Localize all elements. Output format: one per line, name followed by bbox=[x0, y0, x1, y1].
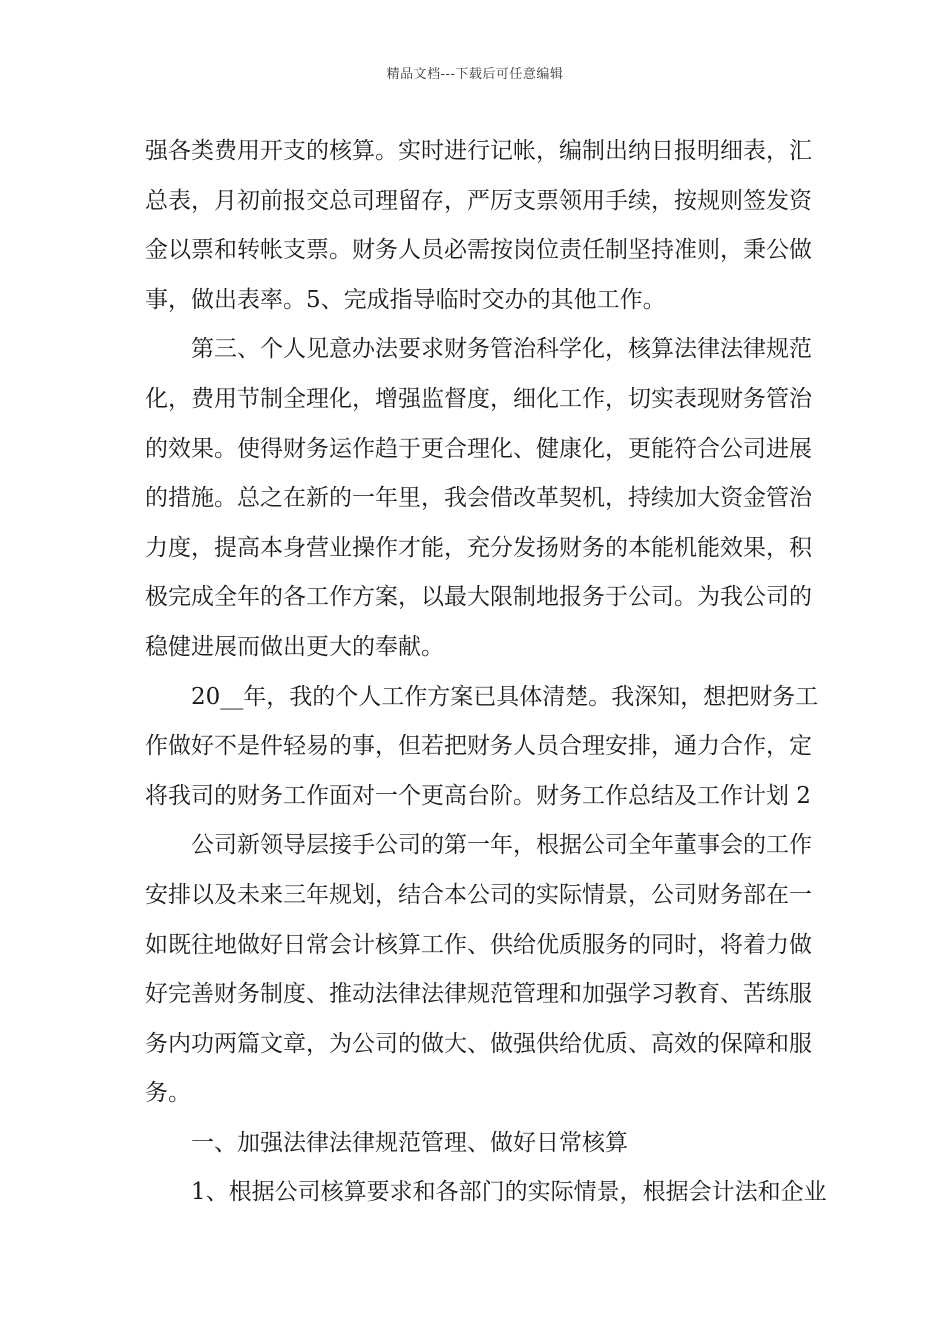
text-line: 的效果。使得财务运作趋于更合理化、健康化，更能符合公司进展 bbox=[145, 435, 812, 462]
page-header: 精品文档---下载后可任意编辑 bbox=[386, 67, 564, 82]
text-line: 总表，月初前报交总司理留存，严厉支票领用手续，按规则签发资 bbox=[145, 187, 812, 214]
text-line: 好完善财务制度、推动法律法律规范管理和加强学习教育、苦练服 bbox=[145, 981, 812, 1008]
text-line: 作做好不是件轻易的事，但若把财务人员合理安排，通力合作，定 bbox=[145, 733, 812, 760]
text-line: 稳健进展而做出更大的奉献。 bbox=[145, 633, 444, 660]
text-line: 一、加强法律法律规范管理、做好日常核算 bbox=[191, 1129, 628, 1156]
text-line: 公司新领导层接手公司的第一年，根据公司全年董事会的工作 bbox=[191, 832, 812, 859]
text-line: 的措施。总之在新的一年里，我会借改革契机，持续加大资金管治 bbox=[145, 485, 812, 512]
text-line: 务内功两篇文章，为公司的做大、做强供给优质、高效的保障和服 bbox=[145, 1030, 812, 1057]
text-line: 事，做出表率。5、完成指导临时交办的其他工作。 bbox=[145, 286, 666, 313]
text-line: 化，费用节制全理化，增强监督度，细化工作，切实表现财务管治 bbox=[145, 385, 812, 412]
text-line: 1、根据公司核算要求和各部门的实际情景，根据会计法和企业 bbox=[191, 1179, 827, 1206]
text-line: 务。 bbox=[145, 1080, 191, 1107]
document-body bbox=[145, 127, 827, 1218]
text-line: 将我司的财务工作面对一个更高台阶。财务工作总结及工作计划 2 bbox=[145, 782, 811, 809]
text-line: 第三、个人见意办法要求财务管治科学化，核算法律法律规范 bbox=[191, 336, 812, 363]
text-line: 极完成全年的各工作方案，以最大限制地报务于公司。为我公司的 bbox=[145, 584, 812, 611]
text-line: 20__年，我的个人工作方案已具体清楚。我深知，想把财务工 bbox=[191, 683, 819, 710]
text-line: 如既往地做好日常会计核算工作、供给优质服务的同时，将着力做 bbox=[145, 931, 812, 958]
text-line: 金以票和转帐支票。财务人员必需按岗位责任制坚持准则，秉公做 bbox=[145, 237, 812, 264]
text-line: 安排以及未来三年规划，结合本公司的实际情景，公司财务部在一 bbox=[145, 881, 812, 908]
text-line: 力度，提高本身营业操作才能，充分发扬财务的本能机能效果，积 bbox=[145, 534, 812, 561]
text-line: 强各类费用开支的核算。实时进行记帐，编制出纳日报明细表，汇 bbox=[145, 138, 812, 164]
